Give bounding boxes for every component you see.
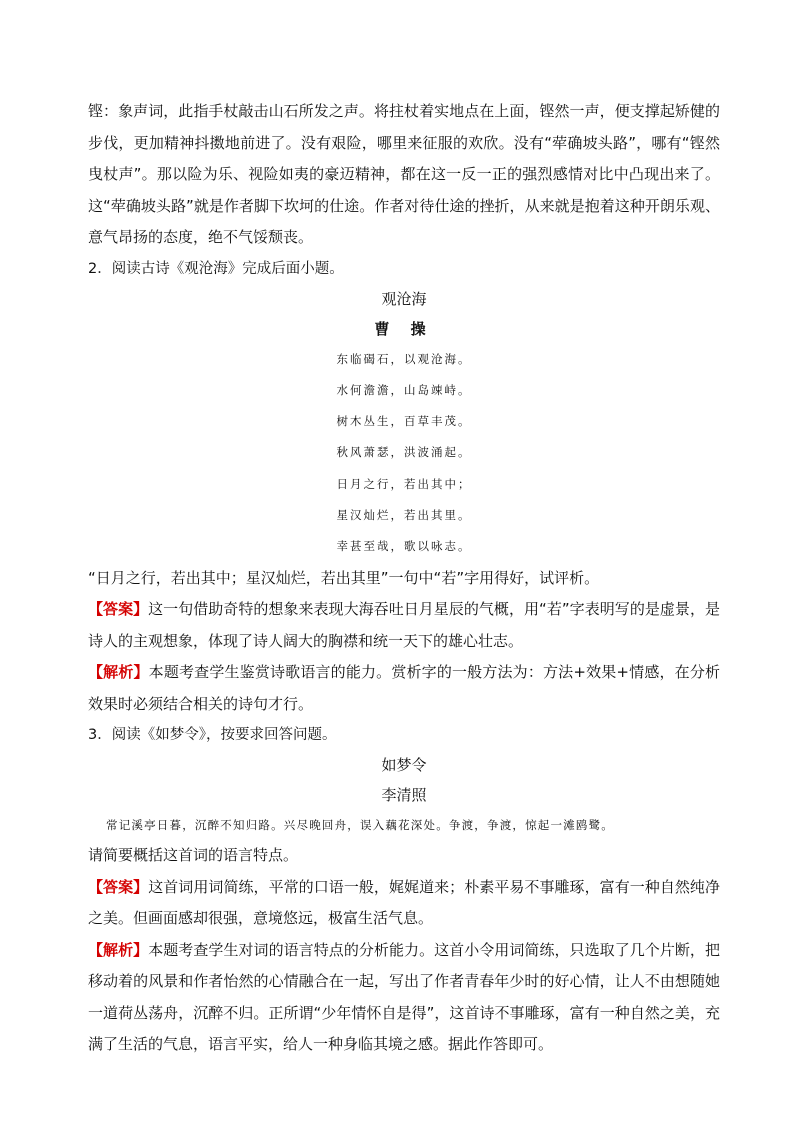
poem-guan-cang-hai bbox=[88, 284, 720, 563]
question-2-heading: 2．阅读古诗《观沧海》完成后面小题。 bbox=[88, 260, 344, 277]
question-3-heading: 3．阅读《如梦令》，按要求回答问题。 bbox=[88, 727, 337, 744]
question-2-prompt: “日月之行，若出其中；星汉灿烂，若出其里”一句中“若”字用得好，试评析。 bbox=[88, 568, 600, 587]
document-page bbox=[88, 96, 720, 1061]
poem-line: 幸甚至哉，歌以咏志。 bbox=[336, 539, 472, 554]
answer-text: 这首词用词简练，平常的口语一般，娓娓道来；朴素平易不事雕琢，富有一种自然纯净之美。但画面感却很强，意境悠远，极富生活气息。 bbox=[88, 877, 720, 928]
answer-label: 【答案】 bbox=[88, 600, 149, 619]
ci-text: 常记溪亭日暮，沉醉不知归路。兴尽晚回舟，误入藕花深处。争渡，争渡，惊起一滩鸥鹭。 bbox=[106, 818, 614, 833]
poem-line: 树木丛生，百草丰茂。 bbox=[336, 414, 472, 429]
poem-line: 日月之行，若出其中； bbox=[336, 476, 472, 491]
answer-text: 这一句借助奇特的想象来表现大海吞吐日月星辰的气概，用“若”字表明写的是虚景，是诗人的主观想象，体现了诗人阔大的胸襟和统一天下的雄心壮志。 bbox=[88, 600, 720, 650]
question-2-analysis bbox=[88, 657, 720, 720]
ci-ru-meng-ling bbox=[88, 750, 720, 840]
question-3-answer bbox=[88, 872, 720, 935]
poem-title: 观沧海 bbox=[381, 289, 427, 308]
answer-label: 【答案】 bbox=[88, 877, 149, 896]
ci-author: 李清照 bbox=[381, 786, 427, 805]
analysis-label: 【解析】 bbox=[88, 663, 149, 682]
analysis-text: 本题考查学生对词的语言特点的分析能力。这首小令用词简练，只选取了几个片断，把移动着的风景和作者怡然的心情融合在一起，写出了作者青春年少时的好心情，让人不由想随她一道荷丛荡舟，沉醉不归。正所谓“少年情怀自是得”，这首诗不事雕琢，富有一种自然之美，充满了生活的气息，语言平实，给人一种身临其境之感。据此作答即可。 bbox=[88, 940, 720, 1054]
intro-paragraph: 铿：象声词，此指手杖敲击山石所发之声。将拄杖着实地点在上面，铿然一声，便支撑起矫健的步伐，更加精神抖擞地前进了。没有艰险，哪里来征服的欢欣。没有“荦确坡头路”，哪有“铿然曳杖声”。那以险为乐、视险如夷的豪迈精神，都在这一反一正的强烈感情对比中凸现出来了。这“荦确坡头路”就是作者脚下坎坷的仕途。作者对待仕途的挫折，从来就是抱着这种开朗乐观、意气昂扬的态度，绝不气馁颓丧。 bbox=[88, 102, 720, 246]
poem-line: 水何澹澹，山岛竦峙。 bbox=[336, 382, 472, 397]
question-2-answer bbox=[88, 594, 720, 657]
poem-line: 东临碣石，以观沧海。 bbox=[336, 351, 472, 366]
question-3-prompt: 请简要概括这首词的语言特点。 bbox=[88, 846, 299, 865]
analysis-text: 本题考查学生鉴赏诗歌语言的能力。赏析字的一般方法为：方法+效果+情感，在分析效果时必须结合相关的诗句才行。 bbox=[88, 663, 720, 713]
poem-line: 星汉灿烂，若出其里。 bbox=[336, 507, 472, 522]
poem-line: 秋风萧瑟，洪波涌起。 bbox=[336, 445, 472, 460]
poem-author: 曹 操 bbox=[374, 319, 434, 338]
analysis-label: 【解析】 bbox=[88, 940, 149, 959]
ci-title: 如梦令 bbox=[381, 756, 427, 775]
question-3-analysis bbox=[88, 935, 720, 1061]
